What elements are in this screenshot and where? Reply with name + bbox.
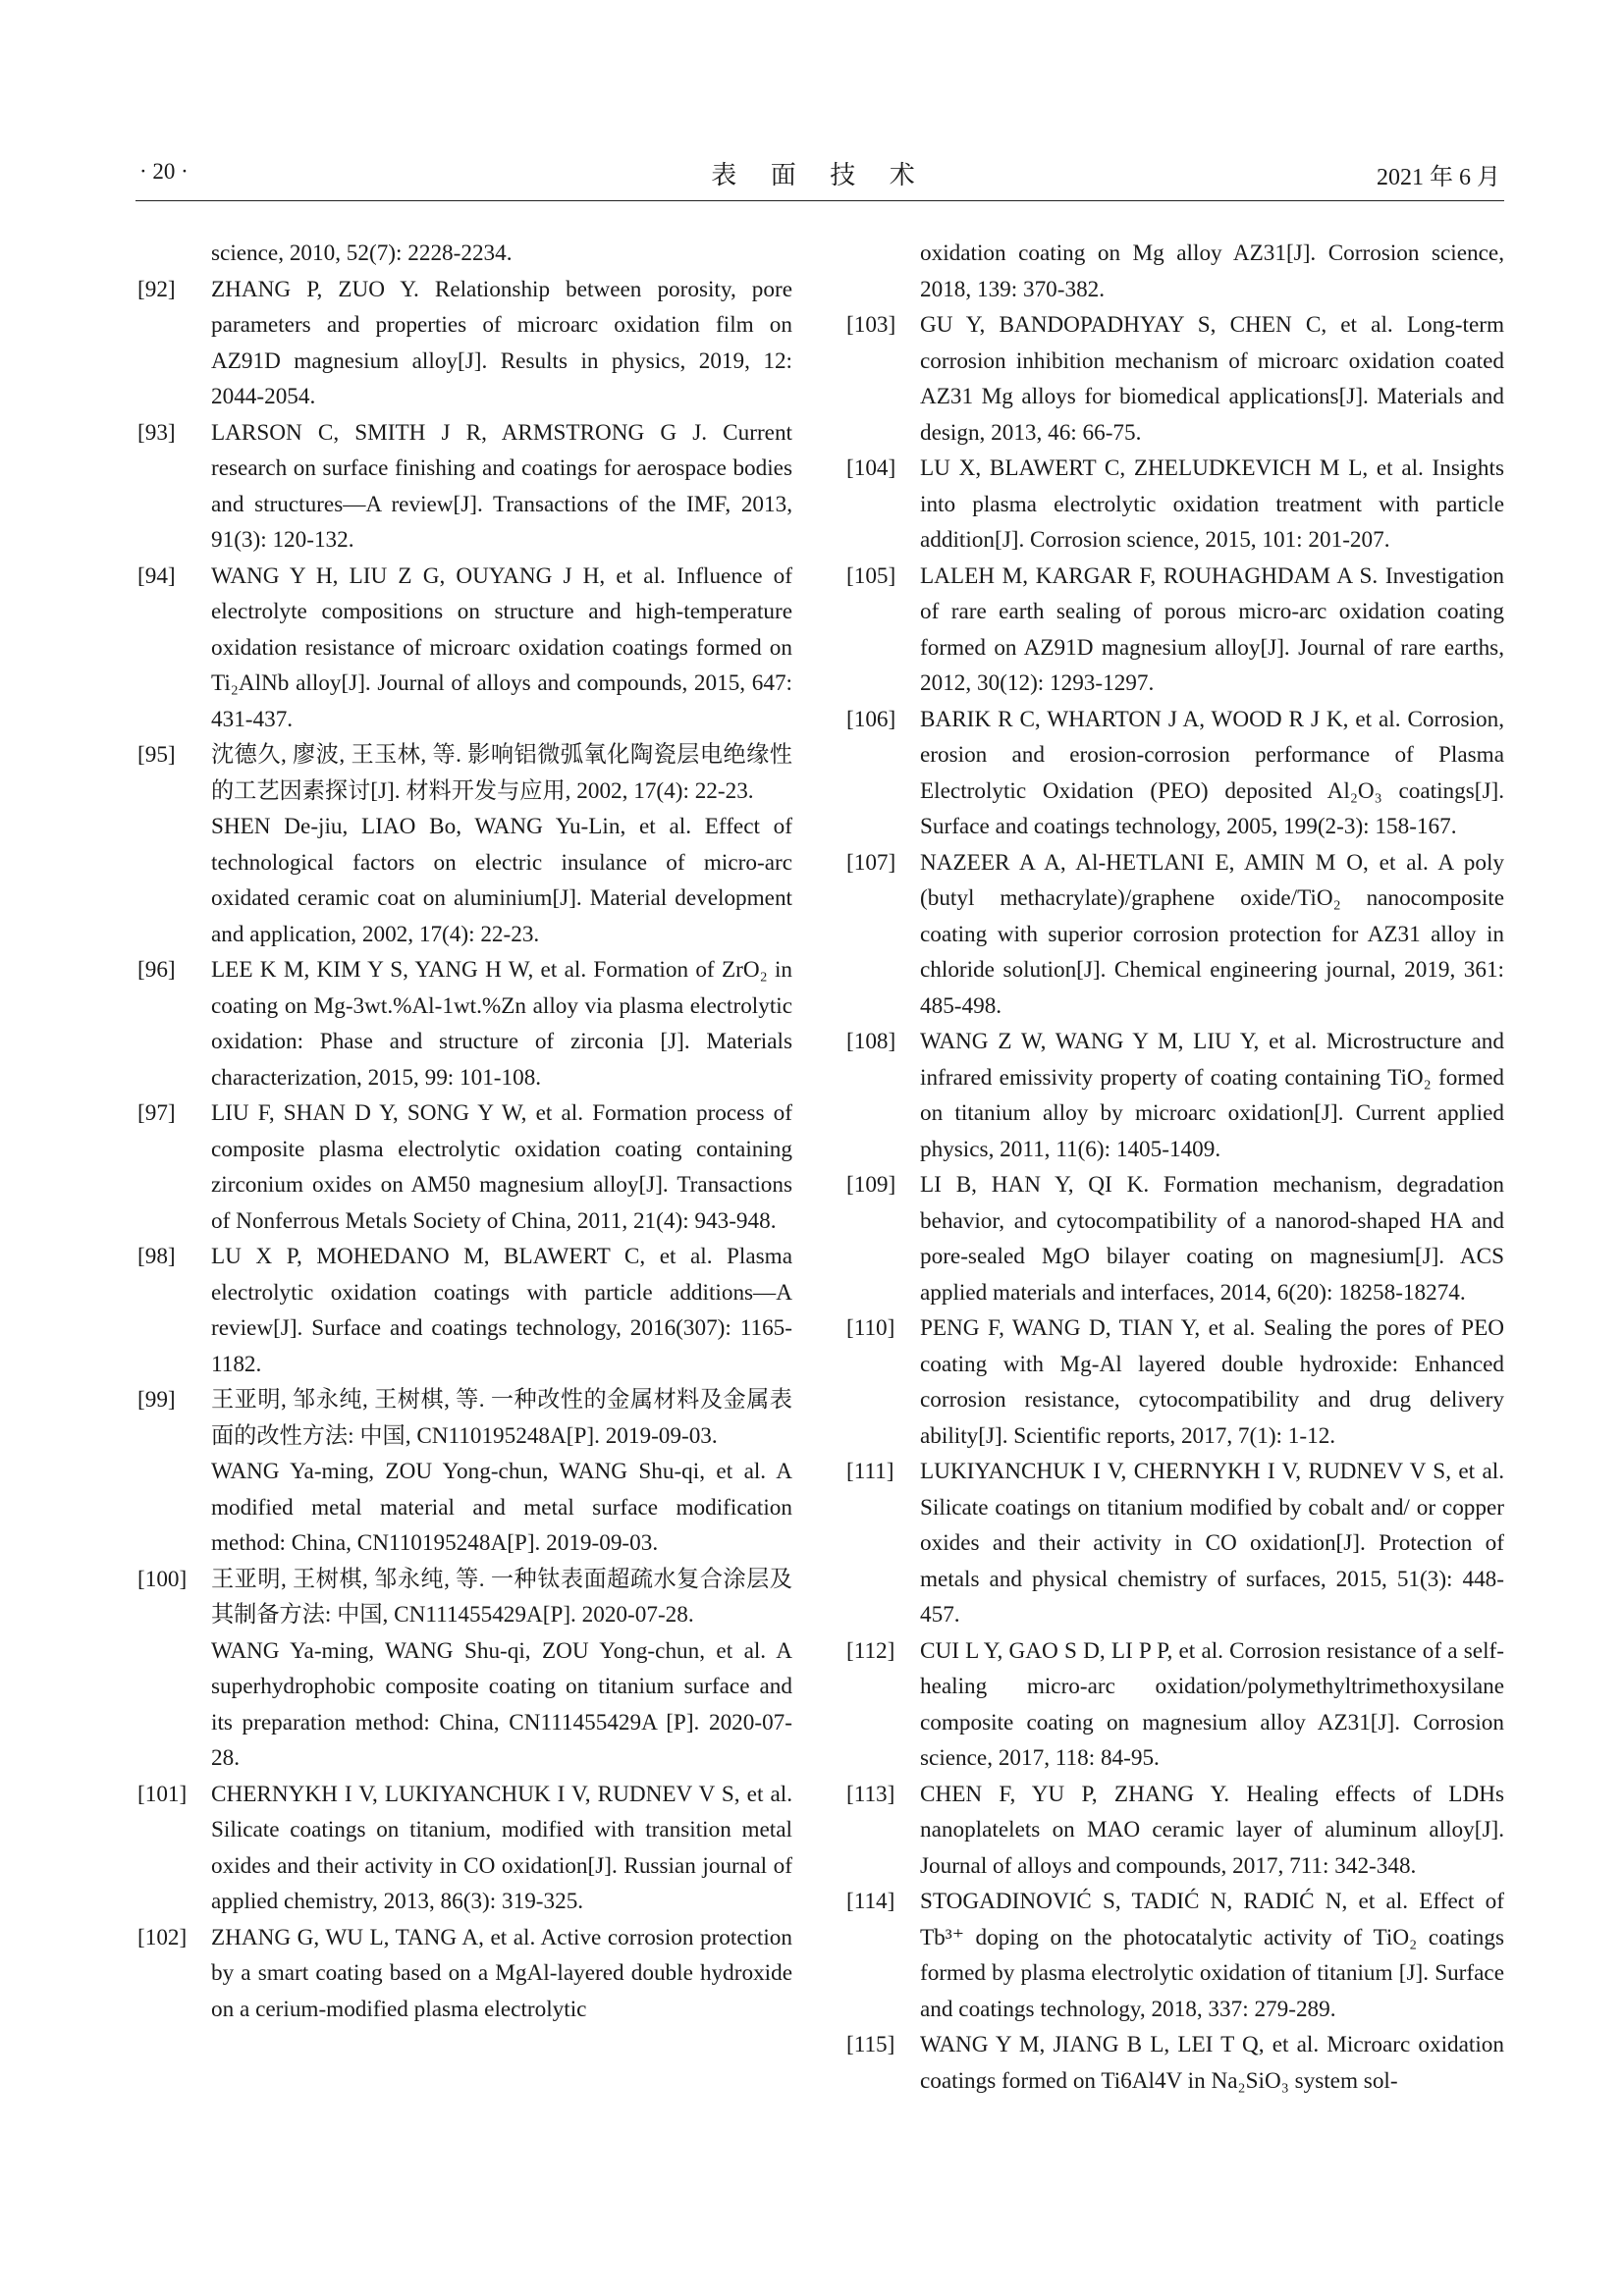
reference-number: [113] [846,1781,895,1807]
reference-number: [111] [846,1459,894,1484]
reference-text: LUKIYANCHUK I V, CHERNYKH I V, RUDNEV V S, et al. Silicate coatings on titanium modified by cobalt and/ or copper oxides and their activity in CO oxidation[J]. Protection of metals and physical chemistry of surfaces, 2015, 51(3): 448-457. [920,1459,1504,1628]
reference-text: 沈德久, 廖波, 王玉林, 等. 影响铝微弧氧化陶瓷层电绝缘性的工艺因素探讨[J]. 材料开发与应用, 2002, 17(4): 22-23. [211,742,792,804]
reference-text: PENG F, WANG D, TIAN Y, et al. Sealing the pores of PEO coating with Mg-Al layered double hydroxide: Enhanced corrosion resistance, cytocompatibility and drug delivery ability[J]. Scientific reports, 2017, 7(1): 1-12. [920,1315,1504,1449]
reference-entry [137,559,792,738]
reference-text: LARSON C, SMITH J R, ARMSTRONG G J. Current research on surface finishing and coatings for aerospace bodies and structures—A review[J]. Transactions of the IMF, 2013, 91(3): 120-132. [211,419,792,553]
reference-number: [102] [137,1924,188,1950]
reference-number: [95] [137,742,176,768]
reference-entry [846,451,1504,559]
reference-continuation [137,809,792,952]
reference-entry [137,952,792,1095]
reference-column-left [137,236,792,2027]
reference-text: 王亚明, 邹永纯, 王树棋, 等. 一种改性的金属材料及金属表面的改性方法: 中国, CN110195248A[P]. 2019-09-03. [211,1387,792,1449]
reference-entry [846,1777,1504,1885]
reference-number: [96] [137,957,176,983]
reference-continuation [846,236,1504,307]
reference-text: LU X, BLAWERT C, ZHELUDKEVICH M L, et al. Insights into plasma electrolytic oxidation treatment with particle addition[J]. Corrosion science, 2015, 101: 201-207. [920,455,1504,553]
reference-text: LU X P, MOHEDANO M, BLAWERT C, et al. Plasma electrolytic oxidation coatings with particle additions—A review[J]. Surface and coatings technology, 2016(307): 1165-1182. [211,1244,792,1377]
reference-entry [846,1167,1504,1310]
reference-number: [110] [846,1315,895,1341]
reference-entry [846,702,1504,845]
reference-text: WANG Y M, JIANG B L, LEI T Q, et al. Microarc oxidation coatings formed on Ti6Al4V in Na₂SiO₃ system sol- [920,2032,1504,2094]
reference-number: [114] [846,1889,895,1914]
reference-number: [105] [846,562,896,589]
reference-text: LALEH M, KARGAR F, ROUHAGHDAM A S. Investigation of rare earth sealing of porous micro-arc oxidation coating formed on AZ91D magnesium alloy[J]. Journal of rare earths, 2012, 30(12): 1293-1297. [920,562,1504,696]
reference-text: WANG Z W, WANG Y M, LIU Y, et al. Microstructure and infrared emissivity property of coating containing TiO₂ formed on titanium alloy by microarc oxidation[J]. Current applied physics, 2011, 11(6): 1405-1409. [920,1029,1504,1162]
reference-entry [137,1920,792,2028]
page-header [135,155,1504,201]
reference-entry [846,307,1504,451]
reference-text: NAZEER A A, Al-HETLANI E, AMIN M O, et al. A poly (butyl methacrylate)/graphene oxide/TiO₂ nanocomposite coating with superior corrosion protection for AZ31 alloy in chloride solution[J]. Chemical engineering journal, 2019, 361: 485-498. [920,849,1504,1019]
reference-text: BARIK R C, WHARTON J A, WOOD R J K, et al. Corrosion, erosion and erosion-corrosion performance of Plasma Electrolytic Oxidation (PEO) deposited Al₂O₃ coatings[J]. Surface and coatings technology, 2005, 199(2-3): 158-167. [920,706,1504,839]
reference-entry [846,1310,1504,1454]
reference-entry [137,415,792,559]
reference-entry [846,559,1504,702]
reference-entry [846,1454,1504,1633]
reference-entry [137,1095,792,1239]
reference-entry [137,272,792,415]
reference-number: [109] [846,1172,896,1198]
reference-text: CUI L Y, GAO S D, LI P P, et al. Corrosion resistance of a self-healing micro-arc oxidation/polymethyltrimethoxysilane composite coating on magnesium alloy AZ31[J]. Corrosion science, 2017, 118: 84-95. [920,1637,1504,1771]
reference-entry [846,1633,1504,1777]
reference-entry [137,1777,792,1920]
reference-text: science, 2010, 52(7): 2228-2234. [211,240,513,266]
reference-entry [137,1239,792,1382]
reference-text: LIU F, SHAN D Y, SONG Y W, et al. Formation process of composite plasma electrolytic oxidation coating containing zirconium oxides on AM50 magnesium alloy[J]. Transactions of Nonferrous Metals Society of China, 2011, 21(4): 943-948. [211,1100,792,1234]
reference-number: [94] [137,562,176,589]
reference-number: [108] [846,1029,896,1054]
page-number: · 20 · [139,159,189,184]
reference-continuation [137,1454,792,1562]
reference-number: [115] [846,2032,895,2057]
reference-text: STOGADINOVIĆ S, TADIĆ N, RADIĆ N, et al. Effect of Tb³⁺ doping on the photocatalytic activity of TiO₂ coatings formed by plasma electrolytic oxidation of titanium [J]. Surface and coatings technology, 2018, 337: 279-289. [920,1889,1504,2022]
reference-text: LEE K M, KIM Y S, YANG H W, et al. Formation of ZrO₂ in coating on Mg-3wt.%Al-1wt.%Zn alloy via plasma electrolytic oxidation: Phase and structure of zirconia [J]. Materials characterization, 2015, 99: 101-108. [211,957,792,1091]
reference-entry [137,737,792,809]
reference-text: CHEN F, YU P, ZHANG Y. Healing effects of LDHs nanoplatelets on MAO ceramic layer of aluminum alloy[J]. Journal of alloys and compounds, 2017, 711: 342-348. [920,1781,1504,1879]
reference-text: WANG Y H, LIU Z G, OUYANG J H, et al. Influence of electrolyte compositions on structure and high-temperature oxidation resistance of microarc oxidation coatings formed on Ti₂AlNb alloy[J]. Journal of alloys and compounds, 2015, 647: 431-437. [211,562,792,732]
reference-number: [101] [137,1781,188,1807]
issue-date: 2021 年 6 月 [1377,165,1500,190]
reference-number: [103] [846,312,896,338]
reference-number: [99] [137,1387,176,1413]
reference-text: ZHANG G, WU L, TANG A, et al. Active corrosion protection by a smart coating based on a MgAl-layered double hydroxide on a cerium-modified plasma electrolytic [211,1924,792,2022]
reference-entry [846,1024,1504,1167]
reference-number: [93] [137,419,176,446]
reference-text: LI B, HAN Y, QI K. Formation mechanism, degradation behavior, and cytocompatibility of a nanorod-shaped HA and pore-sealed MgO bilayer coating on magnesium[J]. ACS applied materials and interfaces, 2014, 6(20): 18258-18274. [920,1172,1504,1306]
reference-entry [137,1562,792,1633]
reference-entry [846,2027,1504,2099]
reference-number: [100] [137,1566,188,1592]
reference-text: oxidation coating on Mg alloy AZ31[J]. Corrosion science, 2018, 139: 370-382. [920,240,1504,302]
reference-entry [846,845,1504,1025]
reference-number: [98] [137,1244,176,1269]
reference-text: CHERNYKH I V, LUKIYANCHUK I V, RUDNEV V S, et al. Silicate coatings on titanium, modified with transition metal oxides and their activity in CO oxidation[J]. Russian journal of applied chemistry, 2013, 86(3): 319-325. [211,1781,792,1914]
reference-text: SHEN De-jiu, LIAO Bo, WANG Yu-Lin, et al. Effect of technological factors on electric insulance of micro-arc oxidated ceramic coat on aluminium[J]. Material development and application, 2002, 17(4): 22-23. [211,814,792,947]
reference-number: [92] [137,276,176,302]
reference-text: 王亚明, 王树棋, 邹永纯, 等. 一种钛表面超疏水复合涂层及其制备方法: 中国, CN111455429A[P]. 2020-07-28. [211,1566,792,1628]
reference-text: GU Y, BANDOPADHYAY S, CHEN C, et al. Long-term corrosion inhibition mechanism of microarc oxidation coated AZ31 Mg alloys for biomedical applications[J]. Materials and design, 2013, 46: 66-75. [920,312,1504,446]
reference-text: WANG Ya-ming, ZOU Yong-chun, WANG Shu-qi, et al. A modified metal material and metal surface modification method: China, CN110195248A[P]. 2019-09-03. [211,1459,792,1556]
reference-number: [112] [846,1637,895,1664]
reference-number: [107] [846,849,896,876]
reference-text: ZHANG P, ZUO Y. Relationship between porosity, pore parameters and properties of microarc oxidation film on AZ91D magnesium alloy[J]. Results in physics, 2019, 12: 2044-2054. [211,276,792,409]
reference-column-right [846,236,1504,2099]
reference-entry [137,1382,792,1454]
reference-continuation [137,236,792,272]
reference-number: [106] [846,706,896,732]
reference-number: [97] [137,1100,176,1126]
reference-number: [104] [846,455,896,481]
reference-text: WANG Ya-ming, WANG Shu-qi, ZOU Yong-chun, et al. A superhydrophobic composite coating on titanium surface and its preparation method: China, CN111455429A [P]. 2020-07-28. [211,1637,792,1771]
journal-title: 表 面 技 术 [711,161,929,189]
reference-entry [846,1884,1504,2027]
reference-continuation [137,1633,792,1777]
